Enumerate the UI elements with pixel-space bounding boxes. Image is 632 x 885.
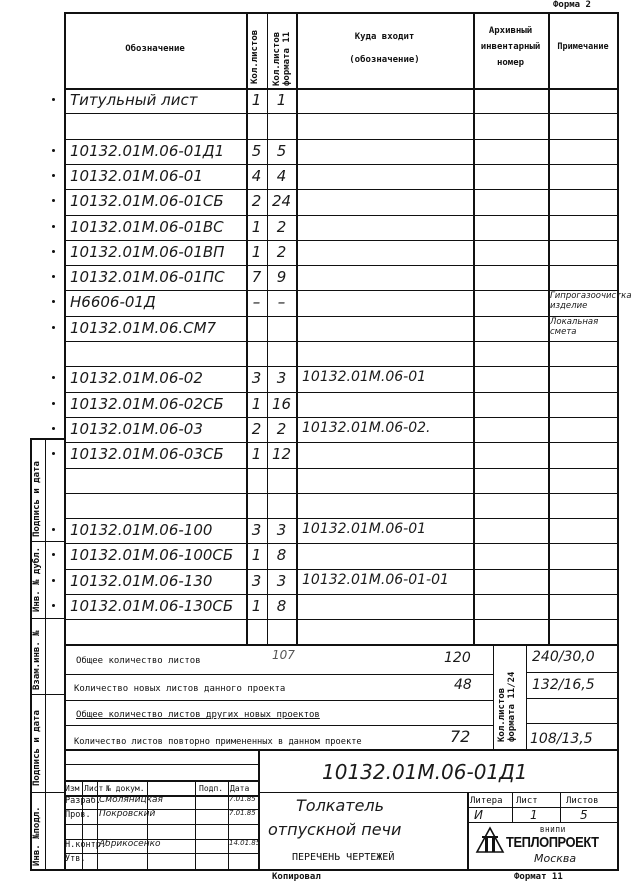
total-label: Общее количество листов — [76, 656, 201, 666]
header-archive-3: номер — [496, 58, 525, 68]
row-designation: 10132.01М.06-01 — [70, 166, 203, 185]
row-designation: 10132.01М.06-130 — [70, 571, 213, 590]
new-label: Количество новых листов данного проекта — [74, 684, 286, 694]
row-format: 2 — [276, 217, 287, 236]
row-count: 1 — [251, 445, 262, 464]
margin-tick — [52, 225, 55, 228]
summary-right-line — [526, 698, 618, 699]
footer-format: Формат 11 — [514, 872, 563, 882]
margin-tick — [52, 452, 55, 455]
summary-right-line — [526, 723, 618, 724]
tb-org-small: ВНИПИ — [540, 826, 567, 834]
summary-row-line — [64, 700, 493, 701]
tb-litera-label: Литера — [470, 796, 503, 806]
tb-subtitle: ПЕРЕЧЕНЬ ЧЕРТЕЖЕЙ — [292, 852, 395, 863]
tb-role: Разраб. — [65, 796, 101, 806]
row-line — [64, 265, 618, 266]
tb-date: 7.01.85 — [229, 795, 256, 803]
tb-line — [258, 792, 618, 793]
side-strip — [30, 694, 64, 695]
header-where-2: (обозначение) — [349, 55, 420, 65]
tb-sheets-label: Листов — [566, 796, 599, 806]
frame-top — [64, 12, 618, 14]
row-designation: 10132.01М.06.СМ7 — [70, 318, 217, 337]
row-line — [64, 442, 618, 443]
header-designation: Обозначение — [125, 44, 185, 54]
row-designation: 10132.01М.06-01ВП — [70, 242, 225, 261]
row-format: 16 — [271, 394, 292, 413]
row-where-used: 10132.01М.06-02. — [302, 419, 431, 436]
margin-tick — [52, 553, 55, 556]
reused-label: Количество листов повторно примененных в данном проекте — [74, 737, 362, 747]
row-line — [64, 366, 618, 367]
tb-line — [467, 822, 618, 823]
row-line — [64, 189, 618, 190]
tb-grid — [64, 764, 258, 765]
row-note: Локальная смета — [550, 316, 599, 337]
summary-bottom — [64, 749, 618, 751]
margin-tick — [52, 579, 55, 582]
total-handnote: 107 — [272, 648, 295, 662]
margin-tick — [52, 326, 55, 329]
tb-date: 7.01.85 — [229, 809, 256, 817]
margin-tick — [52, 427, 55, 430]
side-strip — [30, 869, 64, 871]
row-count: 1 — [251, 91, 262, 109]
tb-role: Пров. — [65, 810, 91, 820]
tb-name: Абрикосенко — [99, 839, 161, 849]
summary-vertical-label: Кол.листов формата 11/24 — [497, 671, 517, 742]
col-line — [473, 12, 475, 644]
row-line — [64, 468, 618, 469]
summary-col — [493, 644, 494, 749]
row-line — [64, 164, 618, 165]
row-format: 3 — [276, 571, 287, 590]
tb-line — [467, 807, 618, 808]
row-count: 5 — [251, 141, 262, 160]
row-count: – — [252, 293, 261, 312]
row-line — [64, 290, 618, 291]
row-count: 1 — [251, 597, 262, 615]
row-format: 8 — [276, 597, 287, 615]
row-count: 2 — [251, 192, 262, 211]
row-designation: 10132.01М.06-03СБ — [70, 445, 224, 464]
tb-sheet: 1 — [530, 808, 538, 822]
row-line — [64, 619, 618, 620]
row-designation: 10132.01М.06-03 — [70, 419, 203, 438]
summary-top — [64, 644, 618, 646]
row-line — [64, 240, 618, 241]
summary-right-line — [526, 672, 618, 673]
row-line — [64, 594, 618, 595]
stamp-inv-dubl: Инв. № дубл. — [32, 546, 42, 612]
tb-litera: И — [474, 808, 483, 822]
stamp-sign-date-2: Подпись и дата — [32, 710, 42, 786]
row-designation: Титульный лист — [70, 91, 198, 109]
teploproekt-logo-icon — [475, 826, 505, 858]
frame-bottom — [64, 869, 619, 871]
frame-left — [64, 12, 66, 870]
row-line — [64, 392, 618, 393]
row-count: 1 — [251, 217, 262, 236]
margin-tick — [52, 250, 55, 253]
row-count: 1 — [251, 546, 262, 565]
reused-count: 72 — [450, 727, 471, 746]
header-where-1: Куда входит — [354, 32, 415, 42]
side-strip — [30, 438, 64, 440]
header-archive-1: Архивный — [488, 26, 533, 36]
header-archive-2: инвентарный — [480, 42, 541, 52]
tb-role: Утв. — [65, 854, 86, 864]
margin-tick — [52, 98, 55, 101]
row-format: 24 — [271, 192, 292, 211]
row-count: 1 — [251, 242, 262, 261]
row-count: 7 — [251, 268, 262, 287]
row-count: 3 — [251, 571, 262, 590]
margin-tick — [52, 174, 55, 177]
row-count: 4 — [251, 166, 262, 185]
row-designation: 10132.01М.06-100СБ — [70, 546, 234, 565]
row-line — [64, 113, 618, 114]
margin-tick — [52, 376, 55, 379]
row-designation: 10132.01М.06-130СБ — [70, 597, 234, 615]
stamp-sign-date-1: Подпись и дата — [32, 461, 42, 537]
row-count: 3 — [251, 369, 262, 388]
tb-grid — [64, 853, 258, 854]
row-designation: 10132.01М.06-02СБ — [70, 394, 224, 413]
tb-city: Москва — [534, 852, 577, 865]
margin-tick — [52, 528, 55, 531]
tb-role: Н.контр. — [65, 840, 106, 850]
row-format: – — [277, 293, 286, 312]
row-where-used: 10132.01М.06-01 — [302, 369, 427, 386]
total-format: 240/30,0 — [532, 649, 595, 665]
row-designation: 10132.01М.06-01Д1 — [70, 141, 225, 160]
row-count: 3 — [251, 521, 262, 540]
new-format: 132/16,5 — [532, 677, 595, 693]
row-designation: Н6606-01Д — [70, 293, 156, 312]
tb-col-doc: № докум. — [106, 784, 145, 793]
tb-grid — [64, 824, 258, 825]
row-line — [64, 341, 618, 342]
tb-col — [467, 792, 469, 869]
row-designation: 10132.01М.06-01ПС — [70, 268, 225, 287]
row-format: 4 — [276, 166, 287, 185]
row-line — [64, 215, 618, 216]
stamp-vzam-inv: Взам.инв. № — [32, 630, 42, 690]
col-line — [296, 12, 298, 644]
side-strip — [45, 438, 46, 870]
side-strip — [30, 792, 64, 793]
tb-col-list: Лист — [84, 784, 104, 793]
row-format: 8 — [276, 546, 287, 565]
margin-tick — [52, 149, 55, 152]
tb-name: Смоляницкая — [99, 795, 163, 805]
header-notes: Примечание — [557, 42, 609, 52]
margin-tick — [52, 402, 55, 405]
row-where-used: 10132.01М.06-01-01 — [302, 571, 449, 588]
header-line — [64, 88, 618, 90]
row-line — [64, 316, 618, 317]
footer-copied: Копировал — [272, 872, 321, 882]
tb-sheets: 5 — [580, 808, 588, 822]
row-line — [64, 139, 618, 140]
margin-tick — [52, 199, 55, 202]
margin-tick — [52, 275, 55, 278]
row-note: Гипрогазоочистка изделие — [550, 291, 632, 312]
row-format: 12 — [271, 445, 292, 464]
tb-org: ТЕПЛОПРОЕКТ — [506, 834, 599, 851]
row-line — [64, 518, 618, 519]
tb-code: 10132.01М.06-01Д1 — [322, 760, 528, 784]
row-line — [64, 493, 618, 494]
row-designation: 10132.01М.06-100 — [70, 521, 213, 540]
tb-sheet-label: Лист — [516, 796, 538, 806]
stamp-inv-podl: Инв. №подл. — [32, 806, 42, 866]
row-designation: 10132.01М.06-01ВС — [70, 217, 224, 236]
row-designation: 10132.01М.06-01СБ — [70, 192, 224, 211]
row-format: 9 — [276, 268, 287, 287]
new-count: 48 — [454, 677, 472, 693]
row-format: 2 — [276, 242, 287, 261]
row-count: 1 — [251, 394, 262, 413]
row-format: 3 — [276, 369, 287, 388]
row-format: 5 — [276, 141, 287, 160]
tb-date: 14.01.85 — [229, 839, 261, 847]
header-sheets-count: Кол.листов — [250, 29, 260, 84]
summary-row-line — [64, 725, 493, 726]
row-format: 3 — [276, 521, 287, 540]
row-format: 2 — [276, 419, 287, 438]
tb-col-date: Дата — [230, 784, 250, 793]
tb-col-sign: Подп. — [199, 784, 224, 793]
row-line — [64, 569, 618, 570]
reused-format: 108/13,5 — [530, 731, 593, 747]
row-designation: 10132.01М.06-02 — [70, 369, 203, 388]
tb-col-izm: Изм — [65, 784, 80, 793]
row-count: 2 — [251, 419, 262, 438]
row-line — [64, 417, 618, 418]
margin-tick — [52, 300, 55, 303]
side-strip — [30, 618, 64, 619]
summary-row-line — [64, 674, 493, 675]
form-label: Форма 2 — [553, 0, 591, 10]
summary-col — [526, 644, 527, 749]
row-format: 1 — [276, 91, 287, 109]
frame-right — [617, 12, 619, 870]
row-where-used: 10132.01М.06-01 — [302, 521, 427, 538]
total-count: 120 — [444, 650, 471, 666]
tb-col — [258, 749, 260, 869]
tb-title-2: отпускной печи — [268, 820, 402, 839]
tb-title-1: Толкатель — [296, 796, 385, 815]
tb-grid — [64, 780, 258, 782]
row-line — [64, 543, 618, 544]
other-label: Общее количество листов других новых проектов — [76, 710, 320, 720]
side-strip — [30, 541, 64, 542]
tb-name: Покровский — [99, 809, 156, 819]
header-sheets-format: Кол.листов формата 11 — [272, 31, 292, 86]
margin-tick — [52, 604, 55, 607]
